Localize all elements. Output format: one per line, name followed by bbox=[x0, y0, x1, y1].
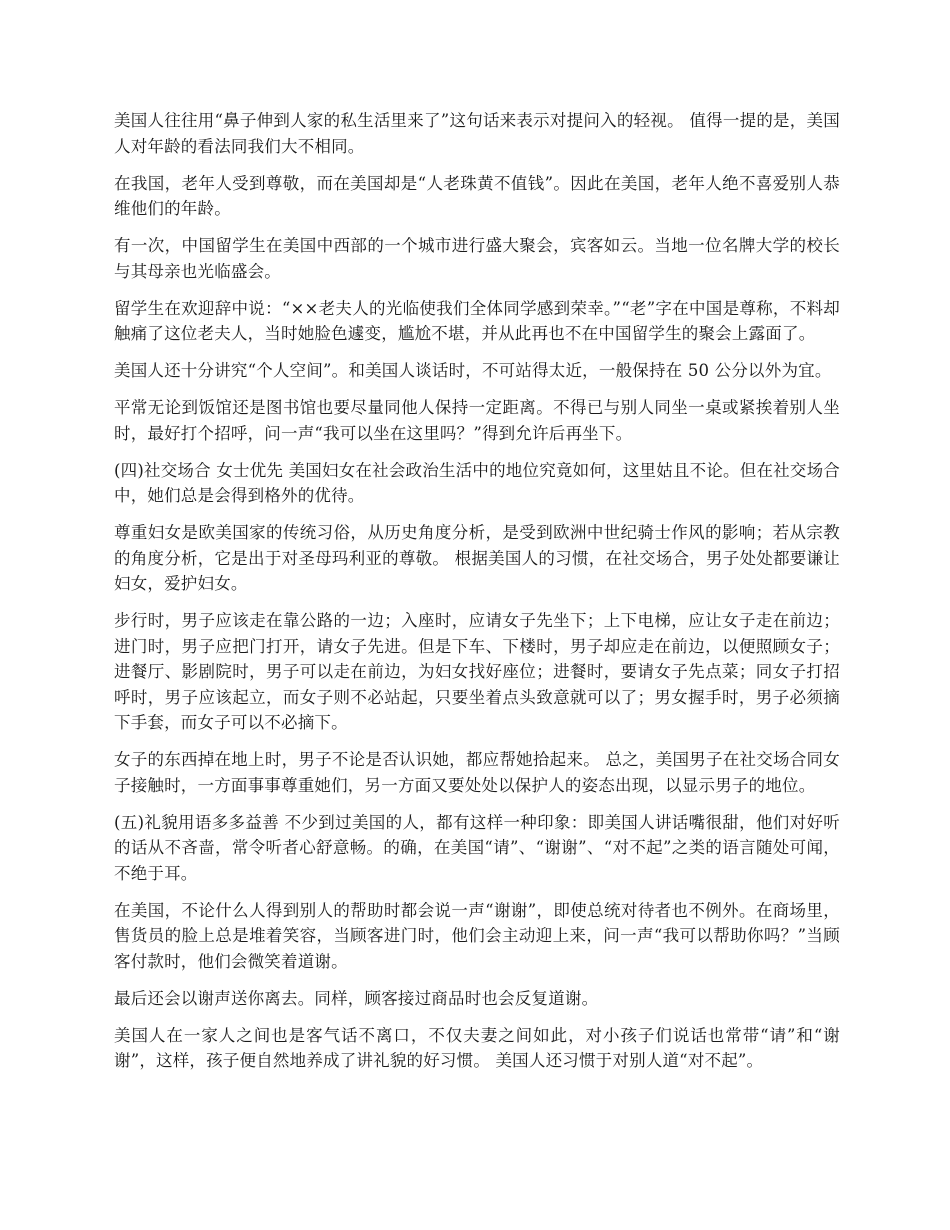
paragraph: 步行时，男子应该走在靠公路的一边；入座时，应请女子先坐下；上下电梯，应让女子走在前边；进门时，男子应把门打开，请女子先进。但是下车、下楼时，男子却应走在前边，以便照顾女子；进餐厅、影剧院时，男子可以走在前边，为妇女找好座位；进餐时，要请女子先点菜；同女子打招呼时，男子应该起立，而女子则不必站起，只要坐着点头致意就可以了；男女握手时，男子必须摘下手套，而女子可以不必摘下。 bbox=[114, 611, 840, 732]
document-body bbox=[114, 108, 840, 1085]
paragraph: 在我国，老年人受到尊敬，而在美国却是“人老珠黄不值钱”。因此在美国，老年人绝不喜爱别人恭维他们的年龄。 bbox=[114, 173, 840, 218]
paragraph: 留学生在欢迎辞中说：“××老夫人的光临使我们全体同学感到荣幸。”“老”字在中国是尊称，不料却触痛了这位老夫人，当时她脸色遽变，尴尬不堪，并从此再也不在中国留学生的聚会上露面了。 bbox=[114, 298, 840, 343]
paragraph: 美国人还十分讲究“个人空间”。和美国人谈话时，不可站得太近，一般保持在 50 公分以外为宜。 bbox=[114, 361, 832, 380]
paragraph: 最后还会以谢声送你离去。同样，顾客接过商品时也会反复道谢。 bbox=[114, 988, 599, 1008]
paragraph: 尊重妇女是欧美国家的传统习俗，从历史角度分析，是受到欧洲中世纪骑士作风的影响；若从宗教的角度分析，它是出于对圣母玛利亚的尊敬。 根据美国人的习惯，在社交场合，男子处处都要谦让妇女，爱护妇女。 bbox=[114, 523, 840, 593]
paragraph: (五)礼貌用语多多益善 不少到过美国的人，都有这样一种印象：即美国人讲话嘴很甜，他们对好听的话从不吝啬，常令听者心舒意畅。的确，在美国“请”、“谢谢”、“对不起”之类的语言随处可闻，不绝于耳。 bbox=[114, 812, 840, 883]
paragraph: 美国人在一家人之间也是客气话不离口，不仅夫妻之间如此，对小孩子们说话也常带“请”和“谢谢”，这样，孩子便自然地养成了讲礼貌的好习惯。 美国人还习惯于对别人道“对不起”。 bbox=[114, 1025, 840, 1070]
paragraph: 平常无论到饭馆还是图书馆也要尽量同他人保持一定距离。不得已与别人同坐一桌或紧挨着别人坐时，最好打个招呼，问一声“我可以坐在这里吗？”得到允许后再坐下。 bbox=[114, 398, 840, 443]
paragraph: (四)社交场合 女士优先 美国妇女在社会政治生活中的地位究竟如何，这里姑且不论。但在社交场合中，她们总是会得到格外的优待。 bbox=[114, 460, 840, 505]
paragraph: 美国人往往用“鼻子伸到人家的私生活里来了”这句话来表示对提问入的轻视。 值得一提的是，美国人对年龄的看法同我们大不相同。 bbox=[114, 111, 840, 156]
paragraph: 女子的东西掉在地上时，男子不论是否认识她，都应帮她拾起来。 总之，美国男子在社交场合同女子接触时，一方面事事尊重她们，另一方面又要处处以保护人的姿态出现，以显示男子的地位。 bbox=[114, 750, 840, 795]
paragraph: 有一次，中国留学生在美国中西部的一个城市进行盛大聚会，宾客如云。当地一位名牌大学的校长与其母亲也光临盛会。 bbox=[114, 236, 840, 281]
paragraph: 在美国，不论什么人得到别人的帮助时都会说一声“谢谢”，即使总统对待者也不例外。在商场里，售货员的脸上总是堆着笑容，当顾客进门时，他们会主动迎上来，问一声“我可以帮助你吗？”当顾客付款时，他们会微笑着道谢。 bbox=[114, 900, 840, 971]
